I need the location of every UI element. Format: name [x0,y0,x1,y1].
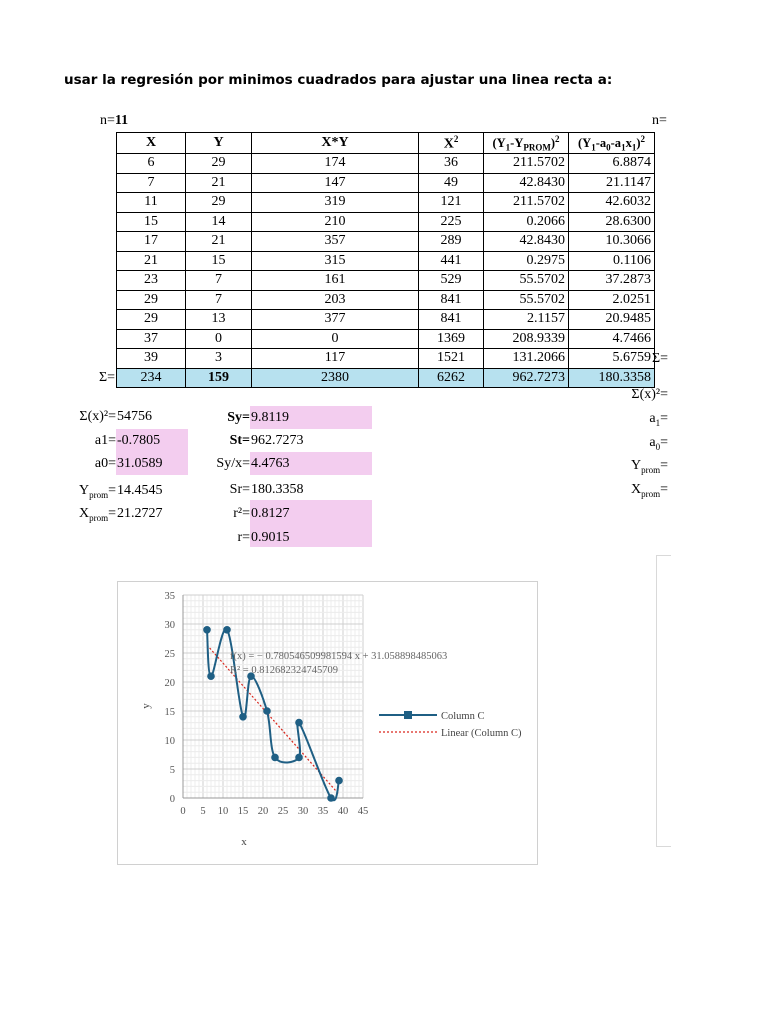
sum-residual: 180.3358 [569,368,655,388]
x-tick-label: 30 [297,806,309,817]
table-cell: 1369 [419,329,484,349]
sum-x: 234 [117,368,186,388]
n-value: 11 [114,113,129,128]
header-deviation-sq [484,133,569,154]
h6j: 2 [640,133,645,144]
x-tick-label: 0 [180,806,186,817]
table-cell: 121 [419,193,484,213]
table-cell: 29 [186,154,252,174]
header-x2-sup: 2 [453,133,459,144]
table-cell: 55.5702 [484,271,569,291]
table-cell: 174 [252,154,419,174]
yprom-label [79,483,116,500]
y-tick-label: 10 [164,736,175,747]
x-tick-label: 45 [357,806,369,817]
table-cell: 6.8874 [569,154,655,174]
grid-vertical [183,595,363,798]
ryp-main: Y [630,458,642,473]
table-cell: 11 [117,193,186,213]
right-a0-label [649,435,668,452]
sum-label: Σ= [99,370,116,385]
table-row [117,251,655,271]
table-cell: 2.1157 [484,310,569,330]
table-cell: 37.2873 [569,271,655,291]
y-tick-labels [165,591,176,805]
y-tick-label: 20 [164,678,175,689]
ra1-eq: = [660,411,668,426]
r2-label: r²= [233,506,250,521]
table-cell: 14 [186,212,252,232]
sum-xy: 2380 [252,368,419,388]
h6a: (Y [578,135,592,150]
table-cell: 37 [117,329,186,349]
legend-series-label: Column C [441,711,485,722]
ra0-main: a [649,435,656,450]
table-cell: 15 [186,251,252,271]
h6b: 1 [591,142,596,153]
table-cell: 225 [419,212,484,232]
n-label: n= [100,113,115,128]
table-cell: 49 [419,173,484,193]
sumx2-value: 54756 [117,409,152,424]
ryp-eq: = [660,458,668,473]
st-label: St= [229,433,250,448]
ra1-main: a [649,411,656,426]
h6e: -a [610,135,622,150]
table-row [117,212,655,232]
regression-table [116,132,655,388]
table-cell: 4.7466 [569,329,655,349]
right-xprom-label [631,482,668,499]
legend [379,711,522,739]
table-cell: 36 [419,154,484,174]
table-cell: 208.9339 [484,329,569,349]
table-cell: 0 [252,329,419,349]
side-panel-edge [656,555,671,847]
table-cell: 211.5702 [484,154,569,174]
x-tick-label: 35 [317,806,329,817]
table-body [117,154,655,369]
yprom-eq: = [108,483,116,498]
xprom-eq: = [108,506,116,521]
table-row [117,232,655,252]
table-cell: 161 [252,271,419,291]
ra0-eq: = [660,435,668,450]
sy-value: 9.8119 [251,410,289,425]
table-cell: 211.5702 [484,193,569,213]
header-x: X [117,133,186,154]
h5a: (Y [492,135,506,150]
trend-equation: f(x) = − 0.780546509981594 x + 31.058898485063 [230,651,448,662]
grid-horizontal [183,595,363,798]
a0-value: 31.0589 [117,456,163,471]
data-point [223,626,231,634]
table-cell: 28.6300 [569,212,655,232]
rxp-main: X [630,482,642,497]
h6c: -a [595,135,607,150]
h6f: 1 [621,142,626,153]
table-cell: 29 [117,310,186,330]
data-point [207,672,215,680]
right-a1-label [649,411,668,428]
data-point [263,707,271,715]
h5c: -Y [510,135,524,150]
sum-deviation: 962.7273 [484,368,569,388]
table-row [117,290,655,310]
h6g: x [625,135,632,150]
axes [183,595,363,798]
y-tick-label: 15 [164,707,175,718]
table-row [117,173,655,193]
sy-label: Sy= [227,410,250,425]
x-tick-label: 25 [277,806,289,817]
table-cell: 203 [252,290,419,310]
sumx2-label: Σ(x)²= [79,409,116,424]
table-cell: 15 [117,212,186,232]
data-point [335,777,343,785]
table-cell: 357 [252,232,419,252]
header-x2-base: X [443,136,454,152]
yprom-main: Y [78,483,90,498]
right-sum-label: Σ= [652,351,669,366]
table-cell: 21.1147 [569,173,655,193]
right-n-label: n= [652,113,667,128]
table-cell: 377 [252,310,419,330]
table-cell: 289 [419,232,484,252]
data-point [327,794,335,802]
syx-value: 4.4763 [251,456,290,471]
table-cell: 0.1106 [569,251,655,271]
st-value: 962.7273 [251,433,304,448]
table-cell: 42.6032 [569,193,655,213]
h6h: 1 [631,142,637,153]
chart-container[interactable] [117,581,538,865]
y-axis-label: y [140,703,152,709]
rxp-eq: = [660,482,668,497]
regression-chart [118,582,537,864]
syx-label: Sy/x= [216,456,250,471]
data-point [239,713,247,721]
table-cell: 39 [117,349,186,369]
table-cell: 117 [252,349,419,369]
table-row [117,310,655,330]
table-cell: 441 [419,251,484,271]
table-cell: 0.2975 [484,251,569,271]
table-cell: 319 [252,193,419,213]
r2-value: 0.8127 [251,506,290,521]
table-cell: 315 [252,251,419,271]
table-row [117,349,655,369]
table-cell: 29 [186,193,252,213]
ra0-sub: 0 [655,441,661,452]
sum-x2: 6262 [419,368,484,388]
table-cell: 529 [419,271,484,291]
legend-trend-label: Linear (Column C) [441,728,522,739]
table-cell: 0.2066 [484,212,569,232]
table-cell: 841 [419,290,484,310]
data-point [271,754,279,762]
table-cell: 1521 [419,349,484,369]
a1-label: a1= [94,433,116,448]
sr-label: Sr= [229,482,250,497]
y-tick-label: 35 [164,591,175,602]
table-cell: 10.3066 [569,232,655,252]
y-tick-label: 0 [169,794,175,805]
a0-label: a0= [94,456,116,471]
r-label: r= [237,530,250,545]
xprom-label [79,506,116,523]
table-row [117,193,655,213]
h5e: ) [550,135,556,150]
y-tick-label: 30 [164,620,175,631]
h6i: ) [636,135,641,150]
x-tick-label: 15 [237,806,249,817]
table-cell: 147 [252,173,419,193]
a1-value: -0.7805 [117,433,161,448]
ra1-sub: 1 [655,417,661,428]
sum-row [117,368,655,388]
header-residual-sq [569,133,655,154]
right-sumx2-label: Σ(x)²= [631,387,668,402]
h5f: 2 [555,133,560,144]
r-value: 0.9015 [251,530,290,545]
rxp-sub: prom [641,488,661,499]
data-point [295,754,303,762]
table-cell: 21 [117,251,186,271]
table-row [117,154,655,174]
table-cell: 21 [186,232,252,252]
sr-value: 180.3358 [251,482,304,497]
table-cell: 42.8430 [484,173,569,193]
table-cell: 42.8430 [484,232,569,252]
h5d: PROM [523,142,551,153]
h5b: 1 [505,142,511,153]
trend-r-squared: R² = 0.812682324745709 [230,665,338,676]
n-count [100,113,128,129]
yprom-sub: prom [89,489,109,500]
data-point [203,626,211,634]
x-tick-label: 5 [200,806,206,817]
table-cell: 841 [419,310,484,330]
data-point [295,719,303,727]
legend-series-marker [404,711,412,719]
table-cell: 29 [117,290,186,310]
table-cell: 7 [117,173,186,193]
y-tick-label: 25 [164,649,175,660]
table-row [117,271,655,291]
x-axis-label: x [241,836,247,848]
x-tick-labels [180,806,368,817]
table-cell: 2.0251 [569,290,655,310]
table-cell: 5.6759 [569,349,655,369]
table-cell: 7 [186,271,252,291]
right-yprom-label [631,458,668,475]
xprom-value: 21.2727 [117,506,163,521]
table-cell: 3 [186,349,252,369]
x-tick-label: 10 [217,806,229,817]
x-tick-label: 40 [337,806,349,817]
table-cell: 55.5702 [484,290,569,310]
table-cell: 131.2066 [484,349,569,369]
ryp-sub: prom [641,464,661,475]
table-cell: 17 [117,232,186,252]
page-title: usar la regresión por minimos cuadrados para ajustar una linea recta a: [64,72,613,88]
table-cell: 13 [186,310,252,330]
table-cell: 20.9485 [569,310,655,330]
yprom-value: 14.4545 [117,483,163,498]
table-cell: 0 [186,329,252,349]
table-row [117,329,655,349]
table-cell: 210 [252,212,419,232]
h6d: 0 [606,142,611,153]
header-y: Y [186,133,252,154]
table-cell: 6 [117,154,186,174]
sum-y: 159 [186,368,252,388]
table-cell: 23 [117,271,186,291]
xprom-sub: prom [89,512,109,523]
header-xy: X*Y [252,133,419,154]
header-x2 [419,133,484,154]
y-tick-label: 5 [169,765,175,776]
x-tick-label: 20 [257,806,269,817]
xprom-main: X [78,506,90,521]
table-header-row [117,133,655,154]
table-cell: 21 [186,173,252,193]
table-cell: 7 [186,290,252,310]
